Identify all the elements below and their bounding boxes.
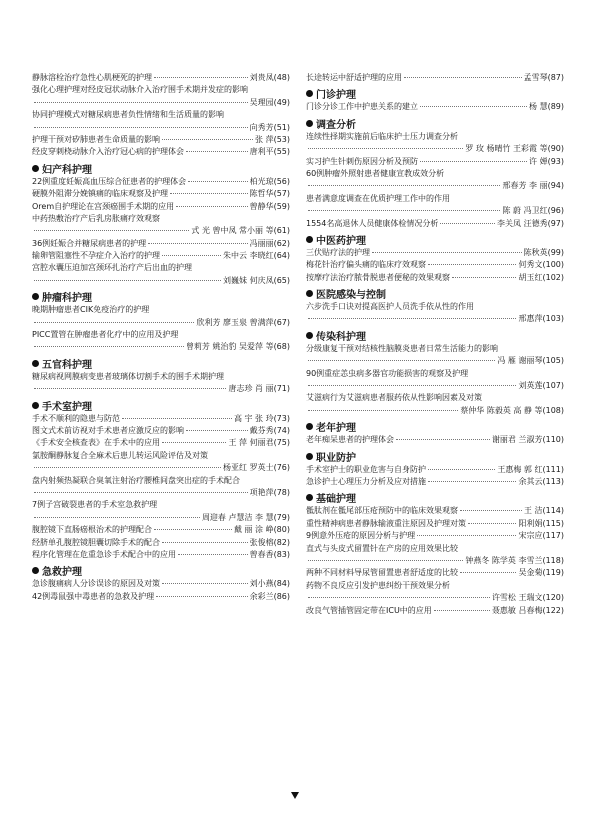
toc-entry[interactable] <box>306 567 564 579</box>
article-authors-page: 杨亚红 罗英士(76) <box>223 463 290 473</box>
toc-right-column <box>306 72 564 617</box>
dot-leader <box>34 467 221 468</box>
toc-entry-title-line <box>32 84 290 96</box>
article-authors-page: 蔡仲华 陈毅英 高 静 等(108) <box>460 405 564 415</box>
toc-entry-title-line <box>306 543 564 555</box>
toc-entry[interactable] <box>32 225 290 237</box>
toc-entry[interactable] <box>32 383 290 395</box>
dot-leader <box>170 193 248 194</box>
dot-leader <box>162 542 248 543</box>
article-title: 《手术安全核查表》在手术中的应用 <box>32 438 160 448</box>
dot-leader <box>34 102 248 103</box>
bullet-dot-icon <box>306 423 313 430</box>
article-title: 实习护生针刺伤原因分析及预防 <box>306 156 418 166</box>
article-authors-page: 戴 丽 涂 峥(80) <box>233 525 290 535</box>
section-heading <box>32 399 290 412</box>
article-authors-page: 刘小燕(84) <box>249 579 290 589</box>
dot-leader <box>162 442 226 443</box>
dot-leader <box>148 243 247 244</box>
article-authors-page: 钟燕冬 陈学英 李雪兰(118) <box>465 555 564 565</box>
article-authors-page: 阳利娟(115) <box>518 518 564 528</box>
article-authors-page: 杨 慧(89) <box>529 102 564 112</box>
toc-entry[interactable] <box>32 72 290 84</box>
article-title: 改良气管插管固定带在ICU中的应用 <box>306 605 432 615</box>
dot-leader <box>34 346 184 347</box>
bullet-dot-icon <box>32 567 39 574</box>
dot-leader <box>308 360 495 361</box>
dot-leader <box>460 510 522 511</box>
dot-leader <box>308 210 500 211</box>
toc-entry[interactable] <box>306 530 564 542</box>
toc-entry[interactable] <box>306 592 564 604</box>
dot-leader <box>308 318 516 319</box>
article-title: 患者满意度调查在优质护理工作中的作用 <box>306 193 450 203</box>
toc-entry-title-line <box>306 193 564 205</box>
dot-leader <box>188 181 247 182</box>
article-title: 42例毒鼠强中毒患者的急救及护理 <box>32 591 155 601</box>
article-title: 硬膜外阻滞分娩镇痛的临床观察及护理 <box>32 189 168 199</box>
toc-entry-title-line <box>306 368 564 380</box>
article-authors-page: 许 婵(93) <box>529 156 564 166</box>
section-heading <box>32 162 290 175</box>
section-title: 手术室护理 <box>42 401 92 413</box>
section-heading <box>306 233 564 246</box>
dot-leader <box>428 264 516 265</box>
dot-leader <box>186 430 248 431</box>
dot-leader <box>186 151 248 152</box>
section-heading <box>306 329 564 342</box>
toc-entry[interactable] <box>32 188 290 200</box>
article-title: 90例重症恙虫病多器官功能损害的观察及护理 <box>306 368 469 378</box>
article-title: 腹腔镜下直肠癌根治术的护理配合 <box>32 525 152 535</box>
article-title: 经脐单孔腹腔镜胆囊切除手术的配合 <box>32 537 160 547</box>
dot-leader <box>434 610 490 611</box>
article-authors-page: 宋宗应(117) <box>518 531 564 541</box>
toc-entry[interactable] <box>32 146 290 158</box>
toc-entry[interactable] <box>306 247 564 259</box>
toc-entry[interactable] <box>32 549 290 561</box>
dot-leader <box>452 277 516 278</box>
toc-entry[interactable] <box>306 313 564 325</box>
article-title: 老年痴呆患者的护理体会 <box>306 435 394 445</box>
dot-leader <box>396 439 490 440</box>
article-title: 药物不良反应引发护患纠纷干预效果分析 <box>306 580 450 590</box>
article-authors-page: 聂惠敏 吕春梅(122) <box>491 605 564 615</box>
section-title: 调查分析 <box>316 119 356 131</box>
article-authors-page: 欣利芳 廖玉泉 曾满萍(67) <box>196 317 290 327</box>
article-authors-page: 唐志珍 肖 丽(71) <box>228 384 290 394</box>
article-authors-page: 刘巍妹 何庆凤(65) <box>223 275 290 285</box>
toc-entry[interactable] <box>32 201 290 213</box>
toc-entry[interactable] <box>32 512 290 524</box>
bullet-dot-icon <box>306 236 313 243</box>
article-title: 60例肿瘤外照射患者健康宣教成效分析 <box>306 168 445 178</box>
section-heading <box>32 357 290 370</box>
toc-entry-title-line <box>32 475 290 487</box>
article-authors-page: 曾春香(83) <box>249 549 290 559</box>
article-authors-page: 王惠梅 郭 红(111) <box>497 464 564 474</box>
article-title: 输卵管阻塞性不孕症介入治疗的护理 <box>32 251 160 261</box>
article-authors-page: 许雪松 王瑞文(120) <box>491 593 564 603</box>
article-title: 两种不同材料导尿管留置患者舒适度的比较 <box>306 568 458 578</box>
article-title: 协同护理模式对糖尿病患者负性情绪和生活质量的影响 <box>32 110 224 120</box>
toc-entry[interactable] <box>32 238 290 250</box>
bullet-dot-icon <box>306 453 313 460</box>
article-authors-page: 曾静华(59) <box>249 201 290 211</box>
toc-entry[interactable] <box>306 156 564 168</box>
bullet-dot-icon <box>32 360 39 367</box>
article-authors-page: 陈 蔚 冯卫红(96) <box>502 206 564 216</box>
article-title: 分级康复干预对结核性脑膜炎患者日常生活能力的影响 <box>306 343 498 353</box>
section-title: 门诊护理 <box>316 90 356 102</box>
toc-entry[interactable] <box>32 591 290 603</box>
toc-left-column <box>32 72 290 603</box>
article-title: 三伏贴疗法的护理 <box>306 247 370 257</box>
toc-entry[interactable] <box>306 72 564 84</box>
article-title: 中药热敷治疗产后乳房胀痛疗效观察 <box>32 213 160 223</box>
article-title: 经皮穿刺桡动脉介入治疗冠心病的护理体会 <box>32 147 184 157</box>
dot-leader <box>156 596 247 597</box>
section-title: 传染科护理 <box>316 331 366 343</box>
article-authors-page: 张俊榕(82) <box>249 537 290 547</box>
toc-entry[interactable] <box>306 355 564 367</box>
bullet-dot-icon <box>32 402 39 409</box>
bullet-dot-icon <box>32 293 39 300</box>
section-title: 五官科护理 <box>42 359 92 371</box>
article-authors-page: 冯丽丽(62) <box>249 238 290 248</box>
article-authors-page: 余其云(113) <box>518 476 564 486</box>
dot-leader <box>308 560 463 561</box>
article-authors-page: 吴理园(49) <box>249 97 290 107</box>
article-title: 图文式术前访视对手术患者应激反应的影响 <box>32 425 184 435</box>
dot-leader <box>34 322 194 323</box>
dot-leader <box>34 280 221 281</box>
dot-leader <box>308 385 516 386</box>
section-heading <box>306 420 564 433</box>
toc-entry-title-line <box>32 262 290 274</box>
article-title: 按摩疗法治疗脓骨脱患者便秘的效果观察 <box>306 272 450 282</box>
dot-leader <box>440 223 495 224</box>
article-title: 梅花针治疗偏头痛的临床疗效观察 <box>306 260 426 270</box>
bullet-dot-icon <box>306 332 313 339</box>
dot-leader <box>417 535 516 536</box>
section-heading <box>306 450 564 463</box>
dot-leader <box>154 529 232 530</box>
article-title: 程序化管理在危重急诊手术配合中的应用 <box>32 549 176 559</box>
article-authors-page: 朱中云 李晓红(64) <box>223 251 290 261</box>
article-title: 急诊腹痛病人分诊误诊的原因及对策 <box>32 579 160 589</box>
article-authors-page: 张 萍(53) <box>255 134 290 144</box>
article-title: 盘内射频热凝联合臭氧注射治疗腰椎间盘突出症的手术配合 <box>32 475 240 485</box>
toc-entry-title-line <box>32 213 290 225</box>
article-title: 六步洗手口诀对提高医护人员洗手依从性的作用 <box>306 302 474 312</box>
article-authors-page: 邢春芳 李 丽(94) <box>502 181 564 191</box>
toc-entry[interactable] <box>306 380 564 392</box>
article-title: 手术室护士的职业危害与自身防护 <box>306 464 426 474</box>
dot-leader <box>154 77 248 78</box>
toc-entry[interactable] <box>32 578 290 590</box>
article-title: PICC置管在肿瘤患者化疗中的应用及护理 <box>32 330 179 340</box>
article-title: Orem自护理论在宫颈癌围手术期的应用 <box>32 201 175 211</box>
article-title: 7例子宫破裂患者的手术室急救护理 <box>32 500 158 510</box>
article-title: 急诊护士心理压力分析及应对措施 <box>306 476 426 486</box>
toc-entry[interactable] <box>306 218 564 230</box>
section-title: 肿瘤科护理 <box>42 293 92 305</box>
dot-leader <box>176 206 247 207</box>
article-authors-page: 陈秋英(99) <box>523 247 564 257</box>
toc-entry[interactable] <box>306 101 564 113</box>
article-title: 重性精神病患者静脉输液重注原因及护理对策 <box>306 518 466 528</box>
toc-entry[interactable] <box>32 134 290 146</box>
article-title: 长途转运中舒适护理的应用 <box>306 73 402 82</box>
toc-entry-title-line <box>306 343 564 355</box>
article-authors-page: 陈哲华(57) <box>249 189 290 199</box>
toc-entry-title-line <box>306 301 564 313</box>
toc-entry[interactable] <box>32 275 290 287</box>
article-authors-page: 刘贵凤(48) <box>249 73 290 82</box>
toc-entry[interactable] <box>306 605 564 617</box>
section-heading <box>306 87 564 100</box>
article-authors-page: 高 宇 张 玲(73) <box>233 413 290 423</box>
article-authors-page: 向秀芳(51) <box>249 122 290 132</box>
article-authors-page: 周迎春 卢慧洁 李 慧(79) <box>201 512 290 522</box>
toc-entry-title-line <box>32 450 290 462</box>
article-title: 22例重度妊娠高血压综合征患者的护理体会 <box>32 176 187 186</box>
toc-entry[interactable] <box>32 250 290 262</box>
dot-leader <box>34 230 189 231</box>
article-title: 晚期肿瘤患者CIK免疫治疗的护理 <box>32 305 150 315</box>
toc-entry[interactable] <box>32 487 290 499</box>
article-authors-page: 刘英莲(107) <box>518 381 564 391</box>
dot-leader <box>178 554 248 555</box>
dot-leader <box>308 597 490 598</box>
toc-entry[interactable] <box>306 518 564 530</box>
article-authors-page: 戴芬秀(74) <box>249 425 290 435</box>
dot-leader <box>308 148 463 149</box>
dot-leader <box>34 127 248 128</box>
dot-leader <box>34 492 248 493</box>
dot-leader <box>420 161 527 162</box>
section-title: 中医药护理 <box>316 235 366 247</box>
section-heading <box>32 564 290 577</box>
bullet-dot-icon <box>32 165 39 172</box>
article-title: 静脉溶栓治疗急性心肌梗死的护理 <box>32 73 152 82</box>
article-authors-page: 柏光琼(56) <box>249 176 290 186</box>
section-title: 老年护理 <box>316 423 356 435</box>
toc-entry[interactable] <box>32 97 290 109</box>
dot-leader <box>420 106 527 107</box>
toc-entry-title-line <box>306 168 564 180</box>
article-title: 艾滋病行为艾滋病患者服药依从性影响因素及对策 <box>306 393 482 403</box>
toc-entry[interactable] <box>32 413 290 425</box>
dot-leader <box>404 77 522 78</box>
toc-entry[interactable] <box>32 341 290 353</box>
toc-entry-title-line <box>306 580 564 592</box>
toc-entry[interactable] <box>306 180 564 192</box>
article-authors-page: 唐利平(55) <box>249 147 290 157</box>
article-authors-page: 曾莉芳 姚治豹 吴爱萍 等(68) <box>185 342 290 352</box>
toc-entry-title-line <box>32 371 290 383</box>
toc-entry[interactable] <box>32 524 290 536</box>
page-down-arrow-icon <box>291 792 299 799</box>
toc-entry[interactable] <box>32 537 290 549</box>
article-authors-page: 罗 玫 杨晴竹 王彩霞 等(90) <box>465 144 564 154</box>
bullet-dot-icon <box>306 90 313 97</box>
article-authors-page: 孟雪琴(87) <box>523 73 564 82</box>
toc-entry-title-line <box>32 304 290 316</box>
section-title: 急救护理 <box>42 567 82 579</box>
article-authors-page: 王 萍 何丽君(75) <box>228 438 290 448</box>
article-title: 骶肽剂在骶尾部压疮预防中的临床效果观察 <box>306 506 458 516</box>
article-title: 门诊分诊工作中护患关系的建立 <box>306 102 418 112</box>
dot-leader <box>308 410 458 411</box>
toc-entry[interactable] <box>306 434 564 446</box>
toc-entry[interactable] <box>32 425 290 437</box>
article-authors-page: 项艳萍(78) <box>249 487 290 497</box>
toc-entry-title-line <box>32 499 290 511</box>
section-title: 基础护理 <box>316 494 356 506</box>
toc-entry-title-line <box>306 392 564 404</box>
section-heading <box>306 117 564 130</box>
section-heading <box>306 491 564 504</box>
bullet-dot-icon <box>306 120 313 127</box>
toc-entry[interactable] <box>306 555 564 567</box>
dot-leader <box>428 469 495 470</box>
toc-entry[interactable] <box>306 405 564 417</box>
section-title: 医院感染与控制 <box>316 290 386 302</box>
bullet-dot-icon <box>306 494 313 501</box>
article-authors-page: 李关凤 汪德秀(97) <box>497 218 564 228</box>
article-title: 9例意外压疮的原因分析与护理 <box>306 531 416 541</box>
article-authors-page: 吴金菊(119) <box>518 568 564 578</box>
article-title: 连续性择期实施前后临床护士压力调查分析 <box>306 131 458 141</box>
dot-leader <box>308 185 500 186</box>
toc-entry[interactable] <box>306 259 564 271</box>
article-title: 直式与头皮式留置针在产房的应用效果比较 <box>306 543 458 553</box>
dot-leader <box>34 388 226 389</box>
toc-entry-title-line <box>32 109 290 121</box>
dot-leader <box>468 523 516 524</box>
section-title: 妇产科护理 <box>42 164 92 176</box>
toc-entry[interactable] <box>32 437 290 449</box>
toc-entry[interactable] <box>32 122 290 134</box>
dot-leader <box>460 572 516 573</box>
toc-entry[interactable] <box>306 505 564 517</box>
toc-entry[interactable] <box>306 272 564 284</box>
article-authors-page: 余彩兰(86) <box>249 591 290 601</box>
article-authors-page: 谢丽君 兰淑芳(110) <box>491 435 564 445</box>
toc-entry-title-line <box>306 131 564 143</box>
article-authors-page: 胡玉红(102) <box>518 272 564 282</box>
article-authors-page: 何秀文(100) <box>518 260 564 270</box>
article-title: 糖尿病视网膜病变患者玻璃体切割手术的围手术期护理 <box>32 371 224 381</box>
article-title: 手术不顺利的隐患与防范 <box>32 413 120 423</box>
article-authors-page: 王 洁(114) <box>523 506 564 516</box>
section-title: 职业防护 <box>316 452 356 464</box>
article-title: 强化心理护理对经皮冠状动脉介入治疗围手术期并发症的影响 <box>32 85 248 95</box>
dot-leader <box>34 517 200 518</box>
article-authors-page: 邢惠萍(103) <box>518 314 564 324</box>
section-heading <box>306 287 564 300</box>
toc-entry[interactable] <box>32 317 290 329</box>
section-heading <box>32 290 290 303</box>
article-authors-page: 冯 雁 谢丽琴(105) <box>497 356 564 366</box>
toc-entry[interactable] <box>306 476 564 488</box>
article-title: 宫腔水囊压迫加宫颈环扎治疗产后出血的护理 <box>32 263 192 273</box>
toc-entry-title-line <box>32 329 290 341</box>
article-title: 氯胺酮静脉复合全麻术后患儿转运风险评估及对策 <box>32 450 208 460</box>
toc-entry[interactable] <box>306 464 564 476</box>
dot-leader <box>162 583 248 584</box>
toc-entry[interactable] <box>306 205 564 217</box>
article-authors-page: 式 光 曾中凤 常小丽 等(61) <box>191 226 290 236</box>
dot-leader <box>428 481 516 482</box>
dot-leader <box>162 255 221 256</box>
dot-leader <box>122 418 232 419</box>
article-title: 护理干预对矽肺患者生命质量的影响 <box>32 134 160 144</box>
toc-entry[interactable] <box>306 143 564 155</box>
dot-leader <box>372 252 522 253</box>
toc-entry[interactable] <box>32 176 290 188</box>
article-title: 1554名高退休人员健康体检情况分析 <box>306 218 439 228</box>
article-title: 36例妊娠合并糖尿病患者的护理 <box>32 238 147 248</box>
toc-entry[interactable] <box>32 462 290 474</box>
dot-leader <box>162 139 253 140</box>
bullet-dot-icon <box>306 290 313 297</box>
